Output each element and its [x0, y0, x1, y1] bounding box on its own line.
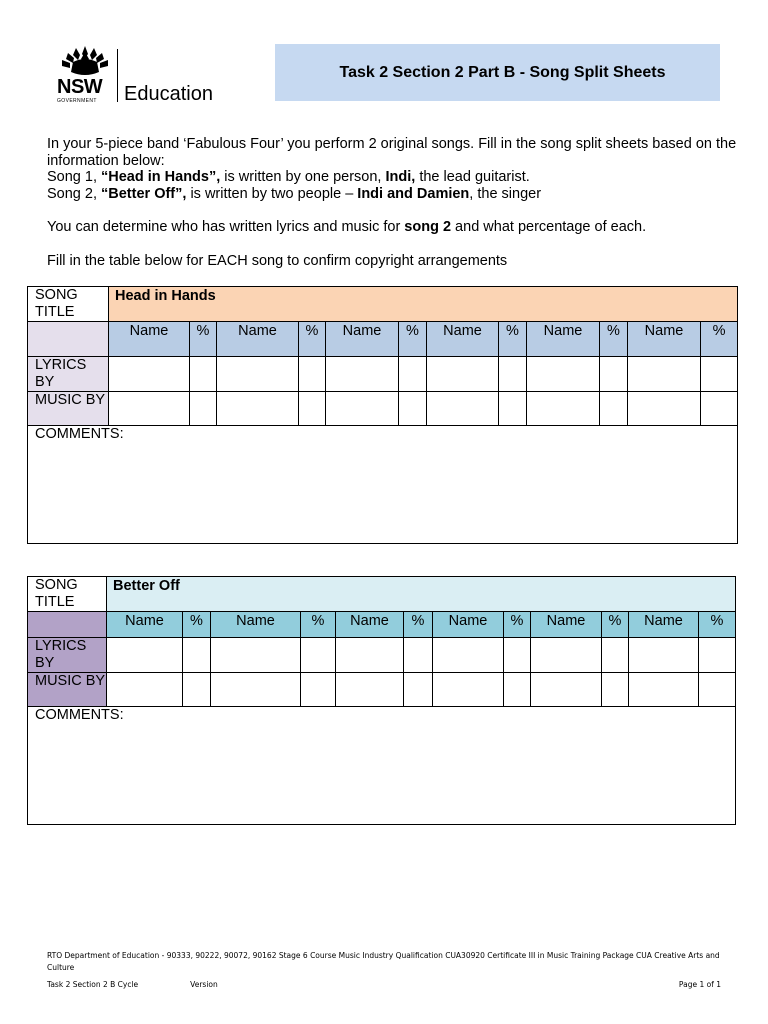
song-split-sheet-2 [27, 576, 736, 825]
percent-header: % [299, 322, 326, 357]
song1-writer: Indi, [385, 169, 416, 185]
determine-bold: song 2 [404, 219, 452, 235]
song2-mid: is written by two people – [186, 185, 358, 202]
percent-header: % [399, 322, 427, 357]
music-name-cell[interactable] [629, 673, 699, 707]
song-title-label: SONG TITLE [28, 287, 109, 322]
name-header: Name [217, 322, 299, 357]
music-percent-cell[interactable] [399, 392, 427, 426]
comments-label: COMMENTS: [35, 707, 124, 723]
nsw-education-logo [55, 44, 225, 106]
nsw-wordmark: NSW [57, 76, 103, 98]
lyrics-name-cell[interactable] [628, 357, 701, 392]
lyrics-name-cell[interactable] [427, 357, 499, 392]
music-name-cell[interactable] [628, 392, 701, 426]
music-name-cell[interactable] [107, 673, 183, 707]
music-name-cell[interactable] [433, 673, 504, 707]
lyrics-percent-cell[interactable] [301, 638, 336, 673]
lyrics-percent-cell[interactable] [602, 638, 629, 673]
government-wordmark: GOVERNMENT [57, 98, 97, 104]
music-percent-cell[interactable] [301, 673, 336, 707]
footer-doc-line [47, 979, 218, 991]
percent-header: % [190, 322, 217, 357]
lyrics-name-cell[interactable] [107, 638, 183, 673]
waratah-flower-icon [59, 44, 111, 78]
header-blank-cell [28, 322, 109, 357]
song-title-value: Head in Hands [109, 287, 738, 322]
music-percent-cell[interactable] [600, 392, 628, 426]
lyrics-by-label: LYRICS BY [28, 357, 109, 392]
page-title: Task 2 Section 2 Part B - Song Split Sheets [339, 63, 666, 81]
music-name-cell[interactable] [217, 392, 299, 426]
lyrics-percent-cell[interactable] [499, 357, 527, 392]
lyrics-percent-cell[interactable] [183, 638, 211, 673]
name-header: Name [109, 322, 190, 357]
lyrics-name-cell[interactable] [217, 357, 299, 392]
percent-header: % [504, 612, 531, 638]
lyrics-percent-cell[interactable] [504, 638, 531, 673]
logo-divider [117, 49, 118, 102]
comments-field[interactable] [28, 426, 738, 544]
fill-instruction: Fill in the table below for EACH song to confirm copyright arrangements [47, 252, 508, 269]
music-percent-cell[interactable] [504, 673, 531, 707]
song2-suffix: , the singer [469, 185, 542, 202]
song-split-sheet-1 [27, 286, 738, 544]
music-name-cell[interactable] [336, 673, 404, 707]
name-header: Name [326, 322, 399, 357]
intro-line: In your 5-piece band ‘Fabulous Four’ you perform 2 original songs. Fill in the song split sheets based on the information below: [47, 136, 737, 169]
name-header: Name [336, 612, 404, 638]
footer-version: Version [190, 980, 218, 989]
footer-doc-name: Task 2 Section 2 B Cycle [47, 980, 139, 989]
name-header: Name [427, 322, 499, 357]
determine-suffix: and what percentage of each. [451, 219, 647, 235]
comments-label: COMMENTS: [35, 426, 124, 442]
lyrics-percent-cell[interactable] [701, 357, 738, 392]
lyrics-name-cell[interactable] [109, 357, 190, 392]
music-percent-cell[interactable] [190, 392, 217, 426]
percent-header: % [404, 612, 433, 638]
lyrics-name-cell[interactable] [531, 638, 602, 673]
name-header: Name [107, 612, 183, 638]
music-percent-cell[interactable] [404, 673, 433, 707]
lyrics-by-label: LYRICS BY [28, 638, 107, 673]
song1-prefix: Song 1, [47, 169, 102, 185]
name-header: Name [629, 612, 699, 638]
name-header: Name [433, 612, 504, 638]
lyrics-name-cell[interactable] [211, 638, 301, 673]
music-percent-cell[interactable] [183, 673, 211, 707]
music-name-cell[interactable] [527, 392, 600, 426]
song2-prefix: Song 2, [47, 185, 102, 202]
song1-mid: is written by one person, [220, 169, 386, 185]
education-wordmark: Education [124, 83, 213, 105]
lyrics-percent-cell[interactable] [699, 638, 736, 673]
song1-description [47, 169, 737, 186]
name-header: Name [531, 612, 602, 638]
lyrics-name-cell[interactable] [336, 638, 404, 673]
name-header: Name [628, 322, 701, 357]
lyrics-percent-cell[interactable] [600, 357, 628, 392]
music-name-cell[interactable] [326, 392, 399, 426]
music-name-cell[interactable] [109, 392, 190, 426]
instructions [47, 136, 737, 269]
percent-header: % [499, 322, 527, 357]
name-header: Name [527, 322, 600, 357]
percent-header: % [699, 612, 736, 638]
header-blank-cell [28, 612, 107, 638]
determine-prefix: You can determine who has written lyrics and music for [47, 219, 405, 235]
music-percent-cell[interactable] [701, 392, 738, 426]
lyrics-name-cell[interactable] [527, 357, 600, 392]
song2-title-text: “Better Off”, [101, 185, 187, 202]
comments-field[interactable] [28, 707, 736, 825]
song2-description [47, 186, 737, 203]
song2-writers: Indi and Damien [357, 185, 470, 202]
footer-rto-line: RTO Department of Education - 90333, 90222, 90072, 90162 Stage 6 Course Music Industry Qualification CUA30920 Certificate III in Music Training Package CUA Creative Arts and Culture [47, 951, 720, 972]
percent-header: % [301, 612, 336, 638]
percent-header: % [600, 322, 628, 357]
lyrics-name-cell[interactable] [326, 357, 399, 392]
music-percent-cell[interactable] [499, 392, 527, 426]
song1-suffix: the lead guitarist. [415, 169, 530, 185]
lyrics-percent-cell[interactable] [399, 357, 427, 392]
lyrics-name-cell[interactable] [629, 638, 699, 673]
percent-header: % [701, 322, 738, 357]
music-by-label: MUSIC BY [28, 392, 109, 426]
percent-header: % [602, 612, 629, 638]
lyrics-percent-cell[interactable] [299, 357, 326, 392]
music-percent-cell[interactable] [299, 392, 326, 426]
percent-header: % [183, 612, 211, 638]
page-title-box [275, 44, 720, 101]
music-percent-cell[interactable] [602, 673, 629, 707]
music-by-label: MUSIC BY [28, 673, 107, 707]
music-name-cell[interactable] [211, 673, 301, 707]
page-number: Page 1 of 1 [678, 980, 721, 989]
song1-title-text: “Head in Hands”, [101, 169, 221, 185]
music-name-cell[interactable] [427, 392, 499, 426]
song-title-label: SONG TITLE [28, 577, 107, 612]
lyrics-percent-cell[interactable] [190, 357, 217, 392]
lyrics-percent-cell[interactable] [404, 638, 433, 673]
music-percent-cell[interactable] [699, 673, 736, 707]
name-header: Name [211, 612, 301, 638]
music-name-cell[interactable] [531, 673, 602, 707]
song-title-value: Better Off [107, 577, 736, 612]
lyrics-name-cell[interactable] [433, 638, 504, 673]
determine-instruction [47, 219, 737, 236]
